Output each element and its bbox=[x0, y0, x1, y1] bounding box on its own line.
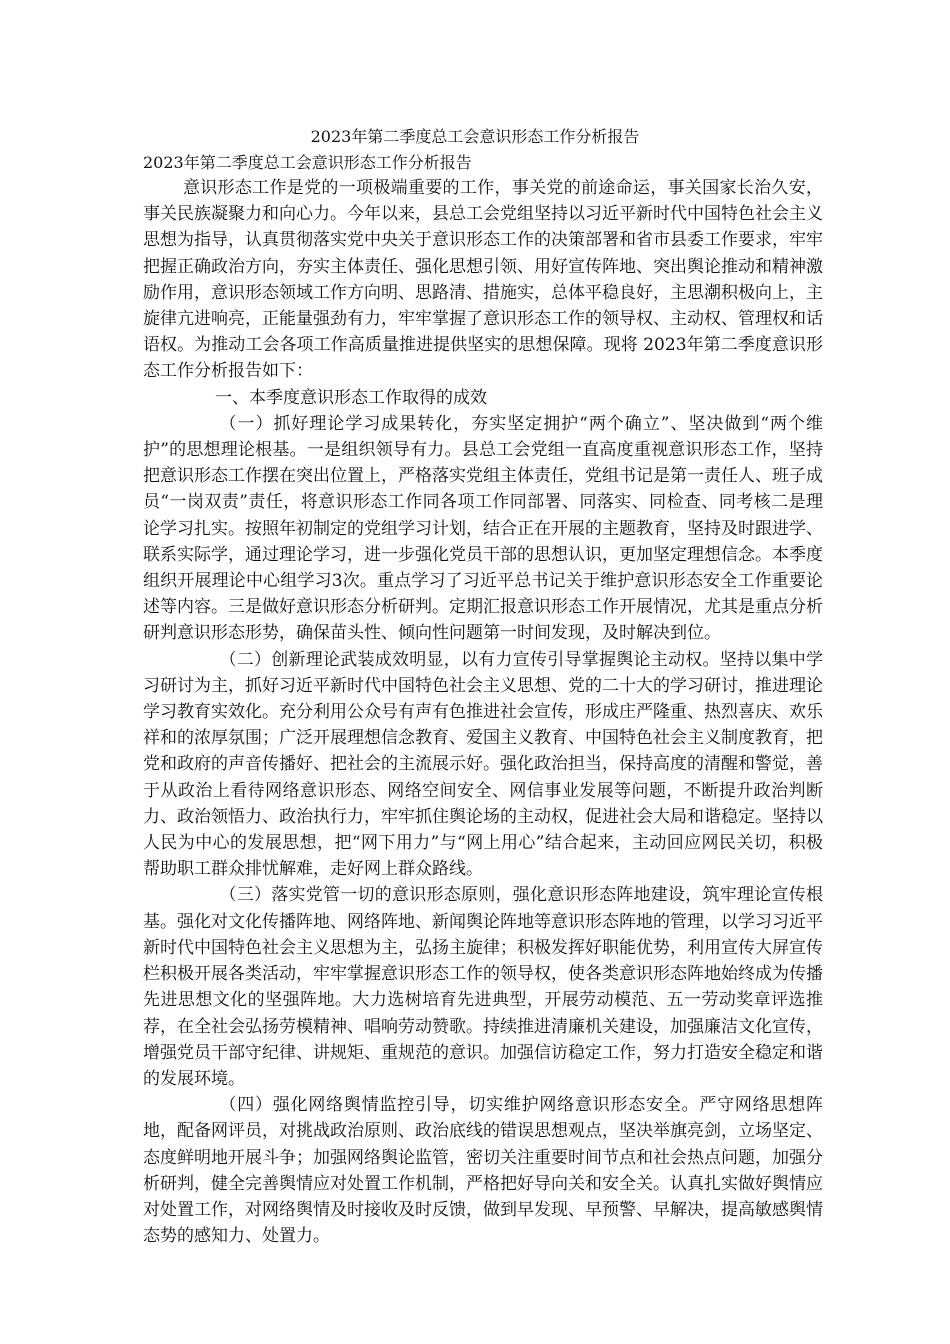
paragraph-item-2: （二）创新理论武装成效明显，以有力宣传引导掌握舆论主动权。坚持以集中学习研讨为主，抓好习近平新时代中国特色社会主义思想、党的二十大的学习研讨，推进理论学习教育实效化。充分利用公众号有声有色推进社会宣传，形成庄严隆重、热烈喜庆、欢乐祥和的浓厚氛围；广泛开展理想信念教育、爱国主义教育、中国特色社会主义制度教育，把党和政府的声音传播好、把社会的主流展示好。强化政治担当，保持高度的清醒和警觉，善于从政治上看待网络意识形态、网络空间安全、网信事业发展等问题，不断提升政治判断力、政治领悟力、政治执行力，牢牢抓住舆论场的主动权，促进社会大局和谐稳定。坚持以人民为中心的发展思想，把“网下用力”与“网上用心”结合起来，主动回应网民关切，积极帮助职工群众排忧解难，走好网上群众路线。 bbox=[143, 649, 823, 880]
document-subtitle: 2023年第二季度总工会意识形态工作分析报告 bbox=[143, 153, 472, 172]
paragraph-item-4: （四）强化网络舆情监控引导，切实维护网络意识形态安全。严守网络思想阵地，配备网评员，对挑战政治原则、政治底线的错误思想观点，坚决举旗亮剑，立场坚定、态度鲜明地开展斗争；加强网络舆论监管，密切关注重要时间节点和社会热点问题，加强分析研判，健全完善舆情应对处置工作机制，严格把好导向关和安全关。认真扎实做好舆情应对处置工作，对网络舆情及时接收及时反馈，做到早发现、早预警、早解决，提高敏感舆情态势的感知力、处置力。 bbox=[143, 1095, 823, 1247]
paragraph-item-3: （三）落实党管一切的意识形态原则，强化意识形态阵地建设，筑牢理论宣传根基。强化对文化传播阵地、网络阵地、新闻舆论阵地等意识形态阵地的管理，以学习习近平新时代中国特色社会主义思想为主，弘扬主旋律；积极发挥好职能优势，利用宣传大屏宣传栏积极开展各类活动，牢牢掌握意识形态工作的领导权，使各类意识形态阵地始终成为传播先进思想文化的坚强阵地。大力选树培育先进典型，开展劳动模范、五一劳动奖章评选推荐，在全社会弘扬劳模精神、唱响劳动赞歌。持续推进清廉机关建设，加强廉洁文化宣传，增强党员干部守纪律、讲规矩、重规范的意识。加强信访稳定工作，努力打造安全稳定和谐的发展环境。 bbox=[143, 885, 823, 1089]
section-heading: 一、本季度意识形态工作取得的成效 bbox=[215, 387, 487, 408]
document-body bbox=[143, 151, 823, 1249]
paragraph-item-1: （一）抓好理论学习成果转化，夯实坚定拥护“两个确立”、坚决做到“两个维护”的思想理论根基。一是组织领导有力。县总工会党组一直高度重视意识形态工作，坚持把意识形态工作摆在突出位置上，严格落实党组主体责任，党组书记是第一责任人、班子成员“一岗双责”责任，将意识形态工作同各项工作同部署、同落实、同检查、同考核二是理论学习扎实。按照年初制定的党组学习计划，结合正在开展的主题教育，坚持及时跟进学、联系实际学，通过理论学习，进一步强化党员干部的思想认识，更加坚定理想信念。本季度组织开展理论中心组学习3次。重点学习了习近平总书记关于维护意识形态安全工作重要论述等内容。三是做好意识形态分析研判。定期汇报意识形态工作开展情况，尤其是重点分析研判意识形态形势，确保苗头性、倾向性问题第一时间发现，及时解决到位。 bbox=[143, 413, 823, 644]
document-title: 2023年第二季度总工会意识形态工作分析报告 bbox=[310, 127, 640, 146]
intro-paragraph: 意识形态工作是党的一项极端重要的工作，事关党的前途命运，事关国家长治久安，事关民族凝聚力和向心力。今年以来，县总工会党组坚持以习近平新时代中国特色社会主义思想为指导，认真贯彻落实党中央关于意识形态工作的决策部署和省市县委工作要求，牢牢把握正确政治方向，夯实主体责任、强化思想引领、用好宣传阵地、突出舆论推动和精神激励作用，意识形态领域工作方向明、思路清、措施实，总体平稳良好，主思潮积极向上，主旋律亢进响亮，正能量强劲有力，牢牢掌握了意识形态工作的领导权、主动权、管理权和话语权。为推动工会各项工作高质量推进提供坚实的思想保障。现将 2023年第二季度意识形态工作分析报告如下： bbox=[143, 178, 823, 382]
